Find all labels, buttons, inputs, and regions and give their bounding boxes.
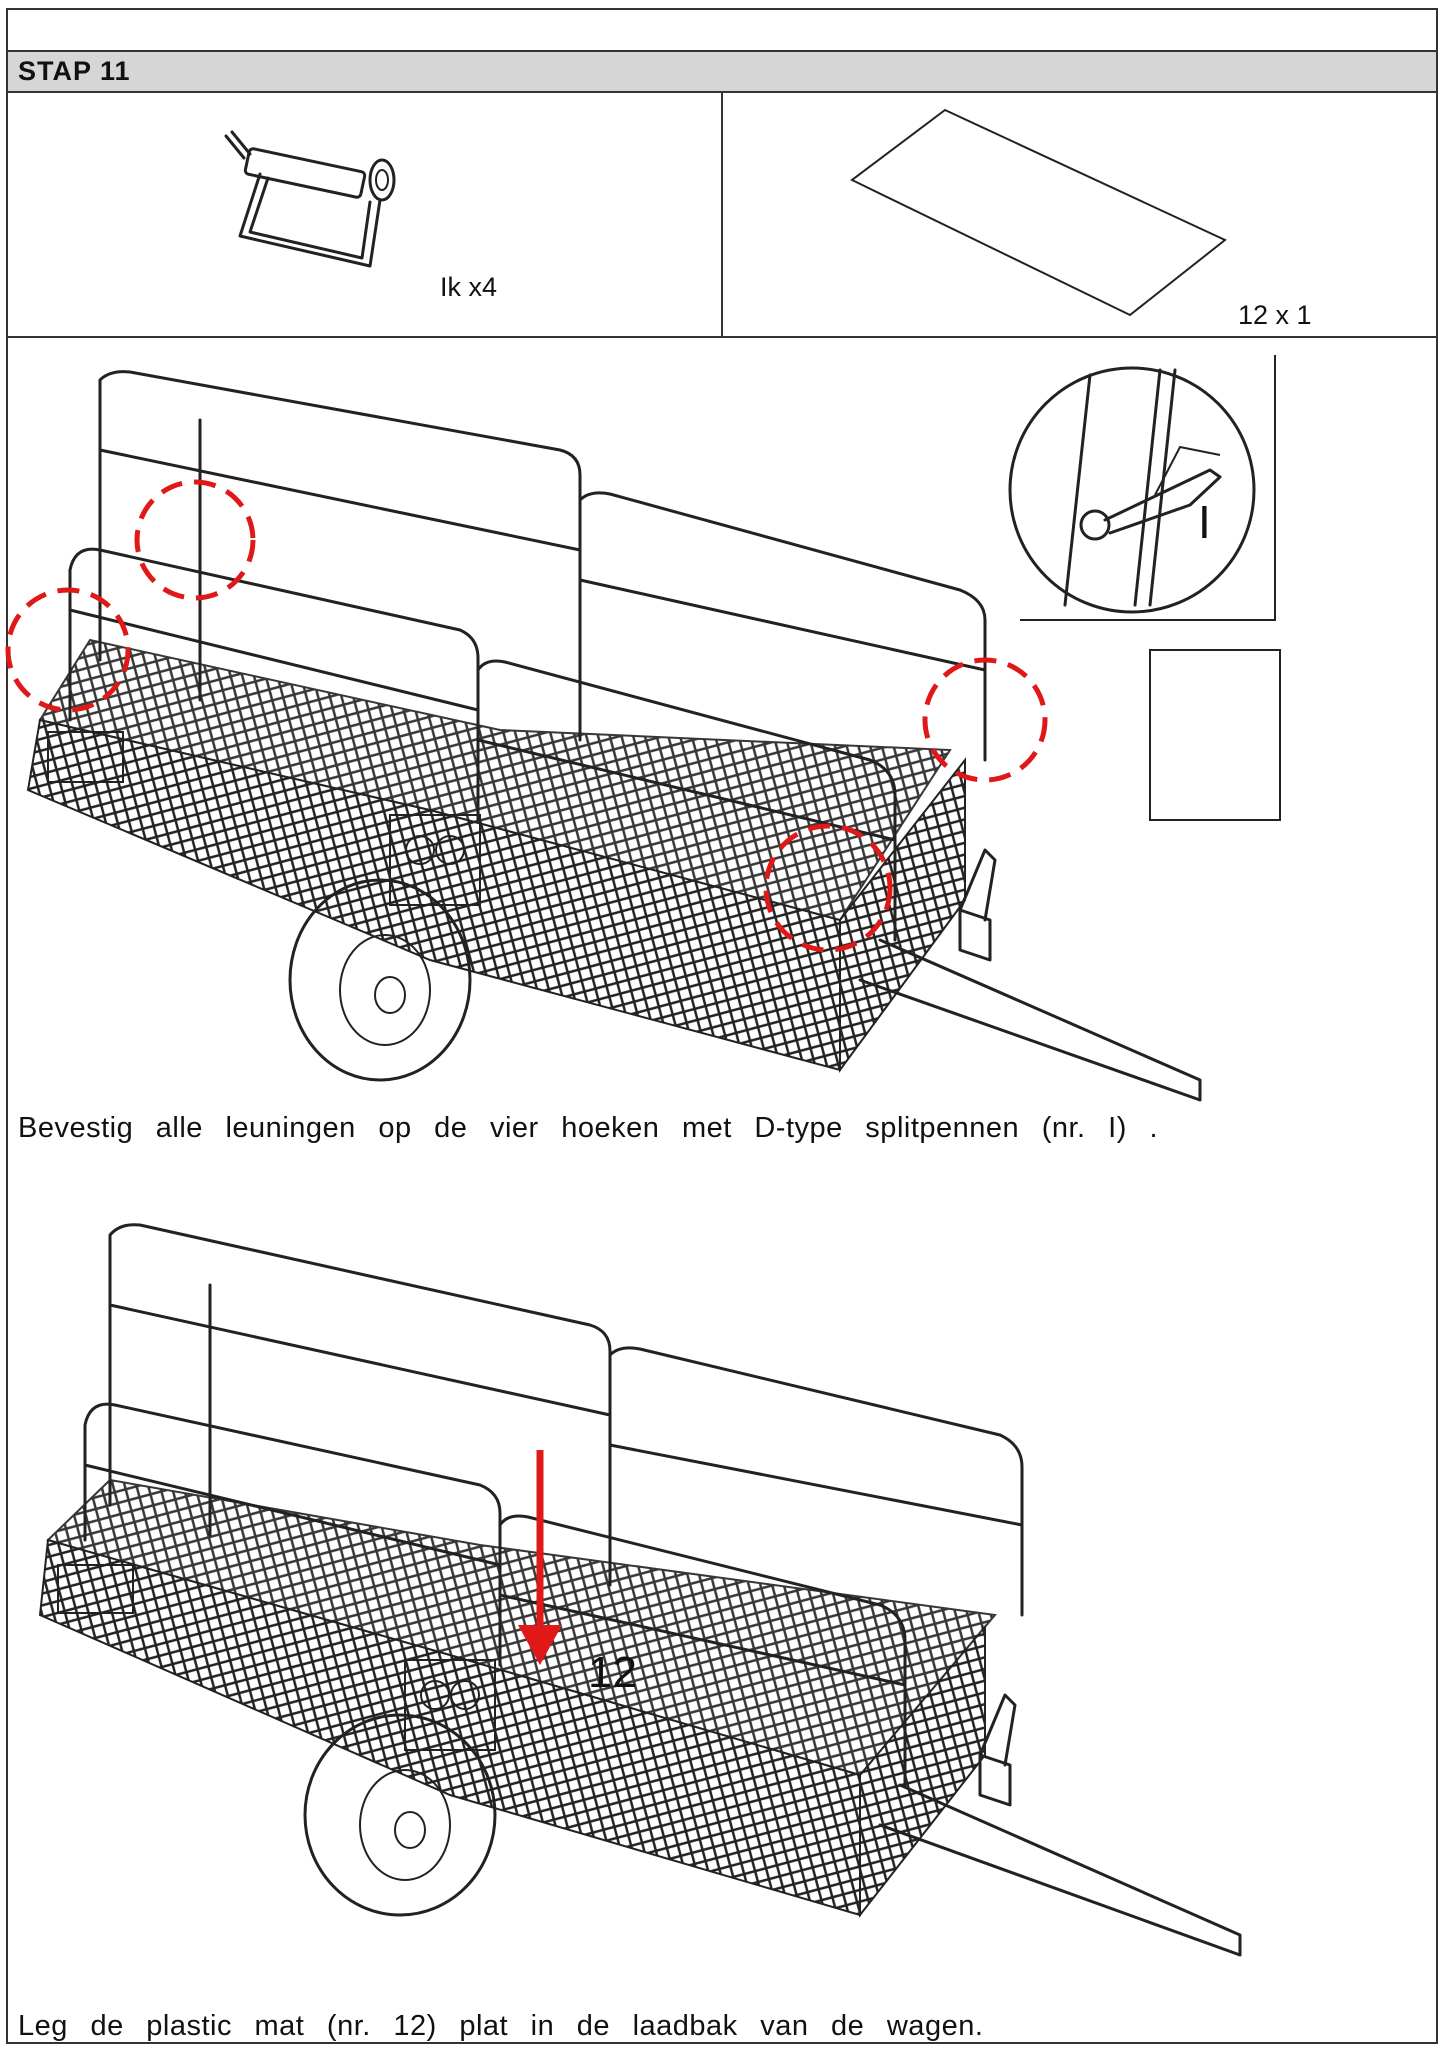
step-title: STAP 11 [18, 56, 131, 86]
part-12-quantity: 12 x 1 [1238, 300, 1312, 330]
parts-divider [721, 92, 723, 337]
split-pin-illustration [220, 118, 420, 278]
cart-illustration-step-2 [0, 1195, 1300, 1975]
divider-parts [6, 336, 1438, 338]
caption-step-2: Leg de plastic mat (nr. 12) plat in de laadbak van de wagen. [18, 2010, 984, 2042]
callout-label: I [1198, 496, 1211, 548]
detail-callout [1010, 355, 1290, 825]
caption-step-1: Bevestig alle leuningen op de vier hoeken met D-type splitpennen (nr. I) . [18, 1112, 1158, 1144]
step-header [8, 52, 1436, 92]
part-i-quantity: Ik x4 [440, 272, 498, 302]
arrow-label: 12 [588, 1648, 637, 1697]
plastic-mat-illustration [850, 105, 1230, 325]
